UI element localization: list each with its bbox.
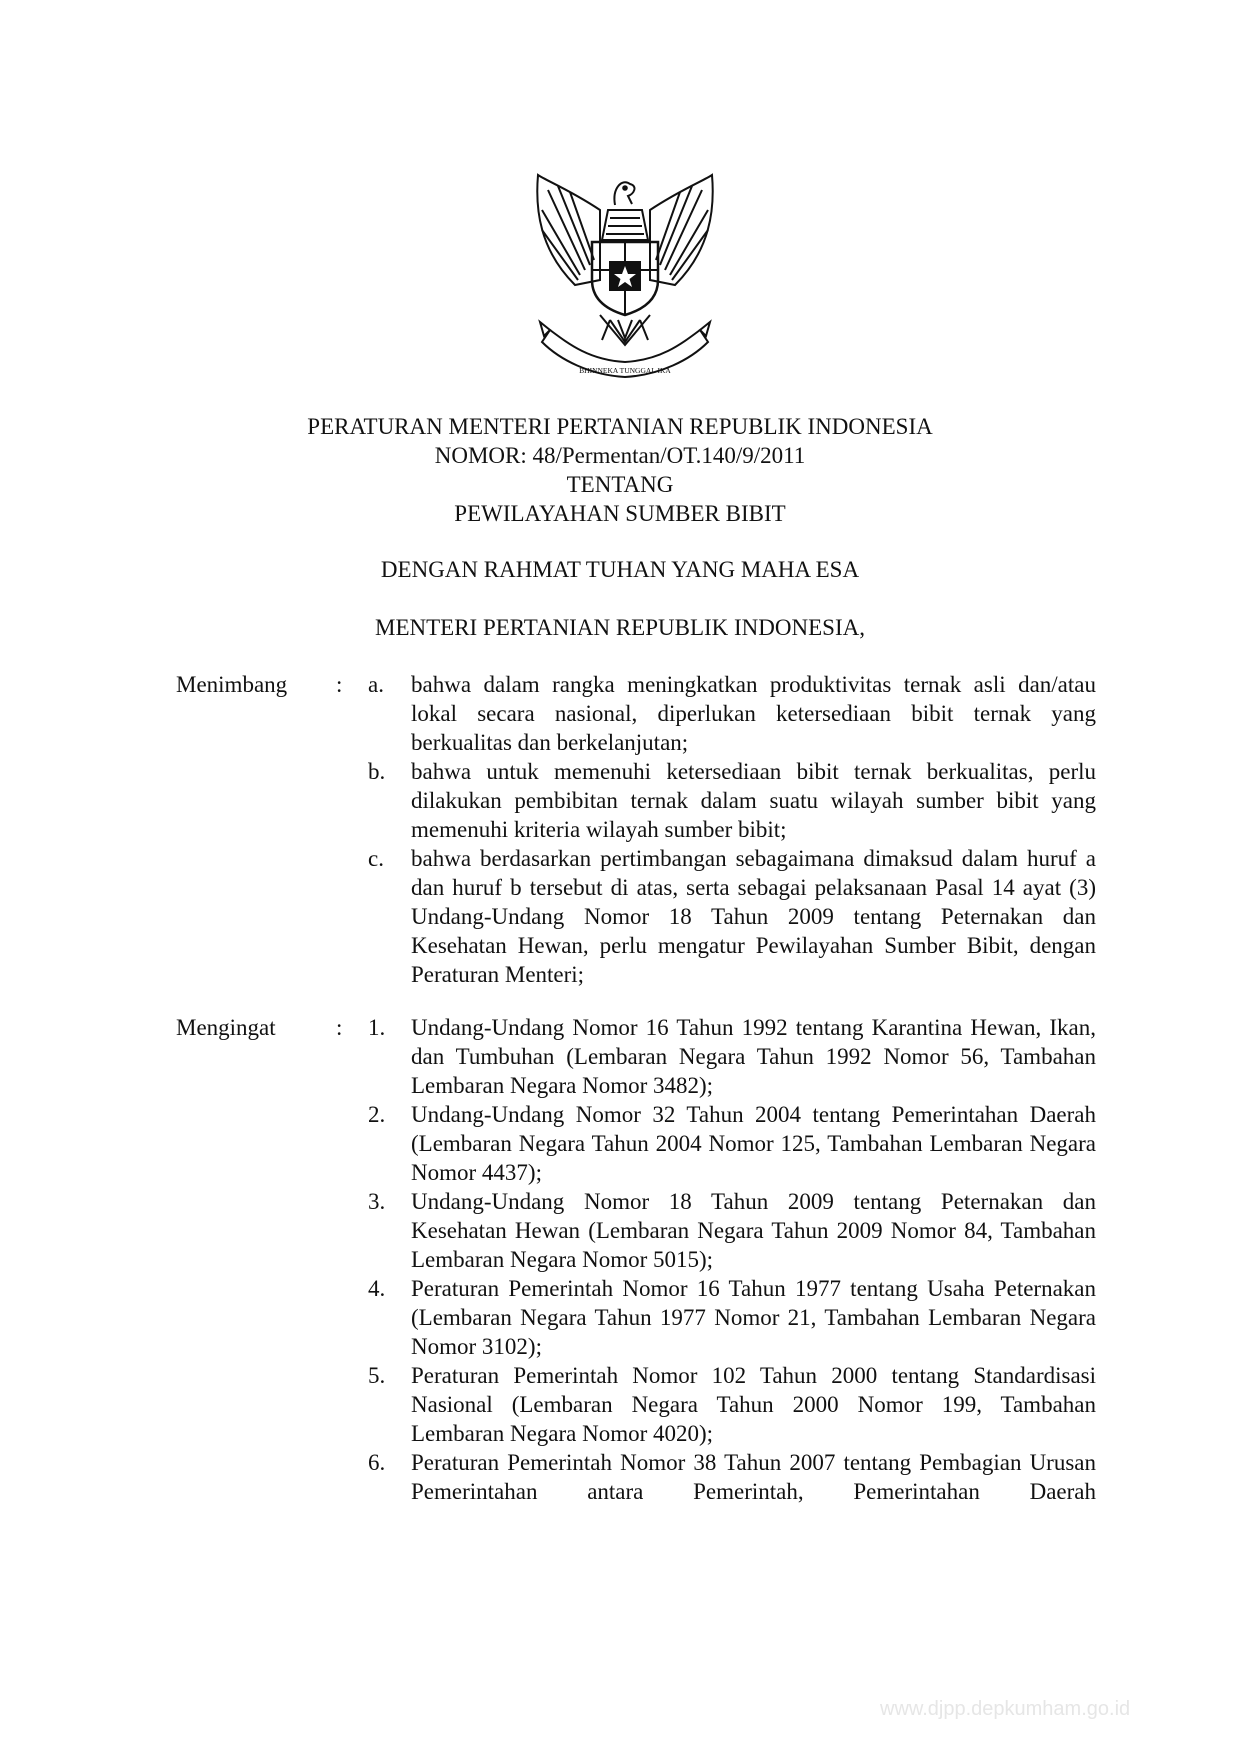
mengingat-list	[368, 1013, 1096, 1506]
list-marker: a.	[368, 672, 384, 697]
list-item	[368, 844, 1096, 989]
list-item	[368, 1100, 1096, 1187]
list-marker: 1.	[368, 1015, 386, 1040]
minister-heading: MENTERI PERTANIAN REPUBLIK INDONESIA,	[375, 615, 865, 640]
list-text: Undang-Undang Nomor 18 Tahun 2009 tentang Peternakan dan Kesehatan Hewan (Lembaran Negara Tahun 2009 Nomor 84, Tambahan Lembaran Negara Nomor 5015);	[411, 1189, 1096, 1272]
title-line-1: PERATURAN MENTERI PERTANIAN REPUBLIK INDONESIA	[307, 414, 933, 439]
list-item	[368, 1448, 1096, 1506]
list-marker: 2.	[368, 1102, 386, 1127]
list-item	[368, 1274, 1096, 1361]
list-marker: 4.	[368, 1276, 386, 1301]
title-line-4: PEWILAYAHAN SUMBER BIBIT	[454, 501, 786, 526]
list-item	[368, 757, 1096, 844]
garuda-emblem-icon	[530, 170, 720, 390]
section-colon: :	[336, 1015, 343, 1040]
list-text: Undang-Undang Nomor 32 Tahun 2004 tentang Pemerintahan Daerah (Lembaran Negara Tahun 2004 Nomor 125, Tambahan Lembaran Negara Nomor 4437);	[411, 1102, 1096, 1185]
list-item	[368, 670, 1096, 757]
list-text: bahwa berdasarkan pertimbangan sebagaimana dimaksud dalam huruf a dan huruf b tersebut di atas, serta sebagai pelaksanaan Pasal 14 ayat (3) Undang-Undang Nomor 18 Tahun 2009 tentang Peternakan dan Kesehatan Hewan, perlu mengatur Pewilayahan Sumber Bibit, dengan Peraturan Menteri;	[411, 846, 1096, 987]
section-label: Menimbang	[176, 672, 288, 697]
list-item	[368, 1187, 1096, 1274]
list-text: bahwa dalam rangka meningkatkan produktivitas ternak asli dan/atau lokal secara nasional, diperlukan ketersediaan bibit ternak yang berkualitas dan berkelanjutan;	[411, 672, 1096, 755]
list-text: bahwa untuk memenuhi ketersediaan bibit ternak berkualitas, perlu dilakukan pembibitan ternak dalam suatu wilayah sumber bibit yang memenuhi kriteria wilayah sumber bibit;	[411, 759, 1096, 842]
title-line-3: TENTANG	[566, 472, 674, 497]
list-text: Peraturan Pemerintah Nomor 102 Tahun 2000 tentang Standardisasi Nasional (Lembaran Negara Tahun 2000 Nomor 199, Tambahan Lembaran Negara Nomor 4020);	[411, 1363, 1096, 1446]
list-text: Peraturan Pemerintah Nomor 16 Tahun 1977 tentang Usaha Peternakan (Lembaran Negara Tahun 1977 Nomor 21, Tambahan Lembaran Negara Nomor 3102);	[411, 1276, 1096, 1359]
list-marker: 3.	[368, 1189, 386, 1214]
list-marker: 5.	[368, 1363, 386, 1388]
section-colon: :	[336, 672, 343, 697]
section-label: Mengingat	[176, 1015, 276, 1040]
list-text: Peraturan Pemerintah Nomor 38 Tahun 2007 tentang Pembagian Urusan Pemerintahan antara Pemerintah, Pemerintahan Daerah	[411, 1450, 1096, 1504]
invocation: DENGAN RAHMAT TUHAN YANG MAHA ESA	[380, 557, 860, 582]
list-item	[368, 1361, 1096, 1448]
list-text: Undang-Undang Nomor 16 Tahun 1992 tentang Karantina Hewan, Ikan, dan Tumbuhan (Lembaran Negara Tahun 1992 Nomor 56, Tambahan Lembaran Negara Nomor 3482);	[411, 1015, 1096, 1098]
emblem-motto: BHINNEKA TUNGGAL IKA	[579, 366, 671, 375]
list-marker: 6.	[368, 1450, 386, 1475]
garuda-emblem	[530, 170, 720, 390]
list-marker: b.	[368, 759, 386, 784]
regulation-title	[0, 412, 1240, 528]
list-item	[368, 1013, 1096, 1100]
list-marker: c.	[368, 846, 384, 871]
menimbang-list	[368, 670, 1096, 989]
watermark: www.djpp.depkumham.go.id	[880, 1698, 1131, 1720]
title-line-2: NOMOR: 48/Permentan/OT.140/9/2011	[434, 443, 806, 468]
